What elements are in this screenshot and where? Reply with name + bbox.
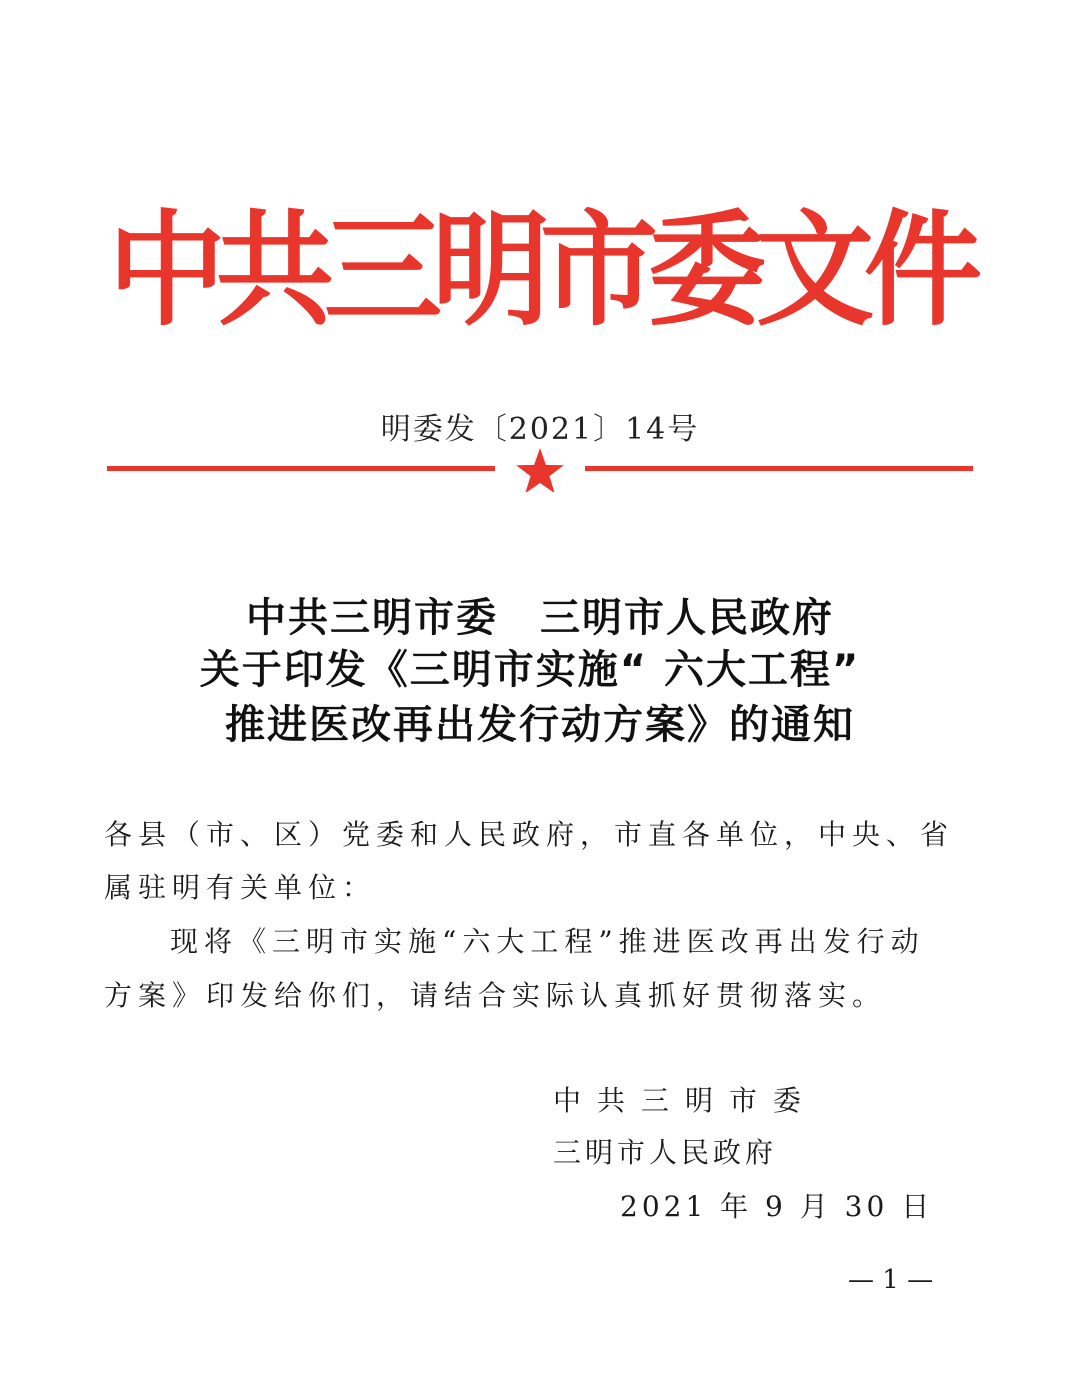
- notice-title-line-3: 推进医改再出发行动方案》的通知: [225, 702, 855, 748]
- red-divider-right: [585, 466, 973, 471]
- signature-government: 三明市人民政府: [553, 1136, 778, 1169]
- page-number: — 1 —: [848, 1265, 934, 1295]
- signature-date: 2021 年 9 月 30 日: [620, 1190, 934, 1223]
- addressee-line-2: 属驻明有关单位：: [104, 871, 377, 904]
- red-divider-left: [107, 466, 495, 471]
- document-number: 明委发〔2021〕14号: [380, 412, 700, 447]
- document-masthead: 中共三明市委文件: [107, 197, 972, 343]
- notice-title-line-2: 关于印发《三明市实施“ 六大工程”: [199, 647, 861, 693]
- body-paragraph-line-2: 方案》印发给你们，请结合实际认真抓好贯彻落实。: [104, 979, 887, 1012]
- notice-title-line-1: 中共三明市委 三明市人民政府: [246, 595, 834, 641]
- body-paragraph-line-1: 现将《三明市实施“六大工程”推进医改再出发行动: [170, 925, 925, 958]
- addressee-line-1: 各县（市、区）党委和人民政府，市直各单位，中央、省: [104, 818, 955, 851]
- red-star-icon: [515, 446, 565, 492]
- signature-party-committee: 中共三明市委: [553, 1084, 818, 1117]
